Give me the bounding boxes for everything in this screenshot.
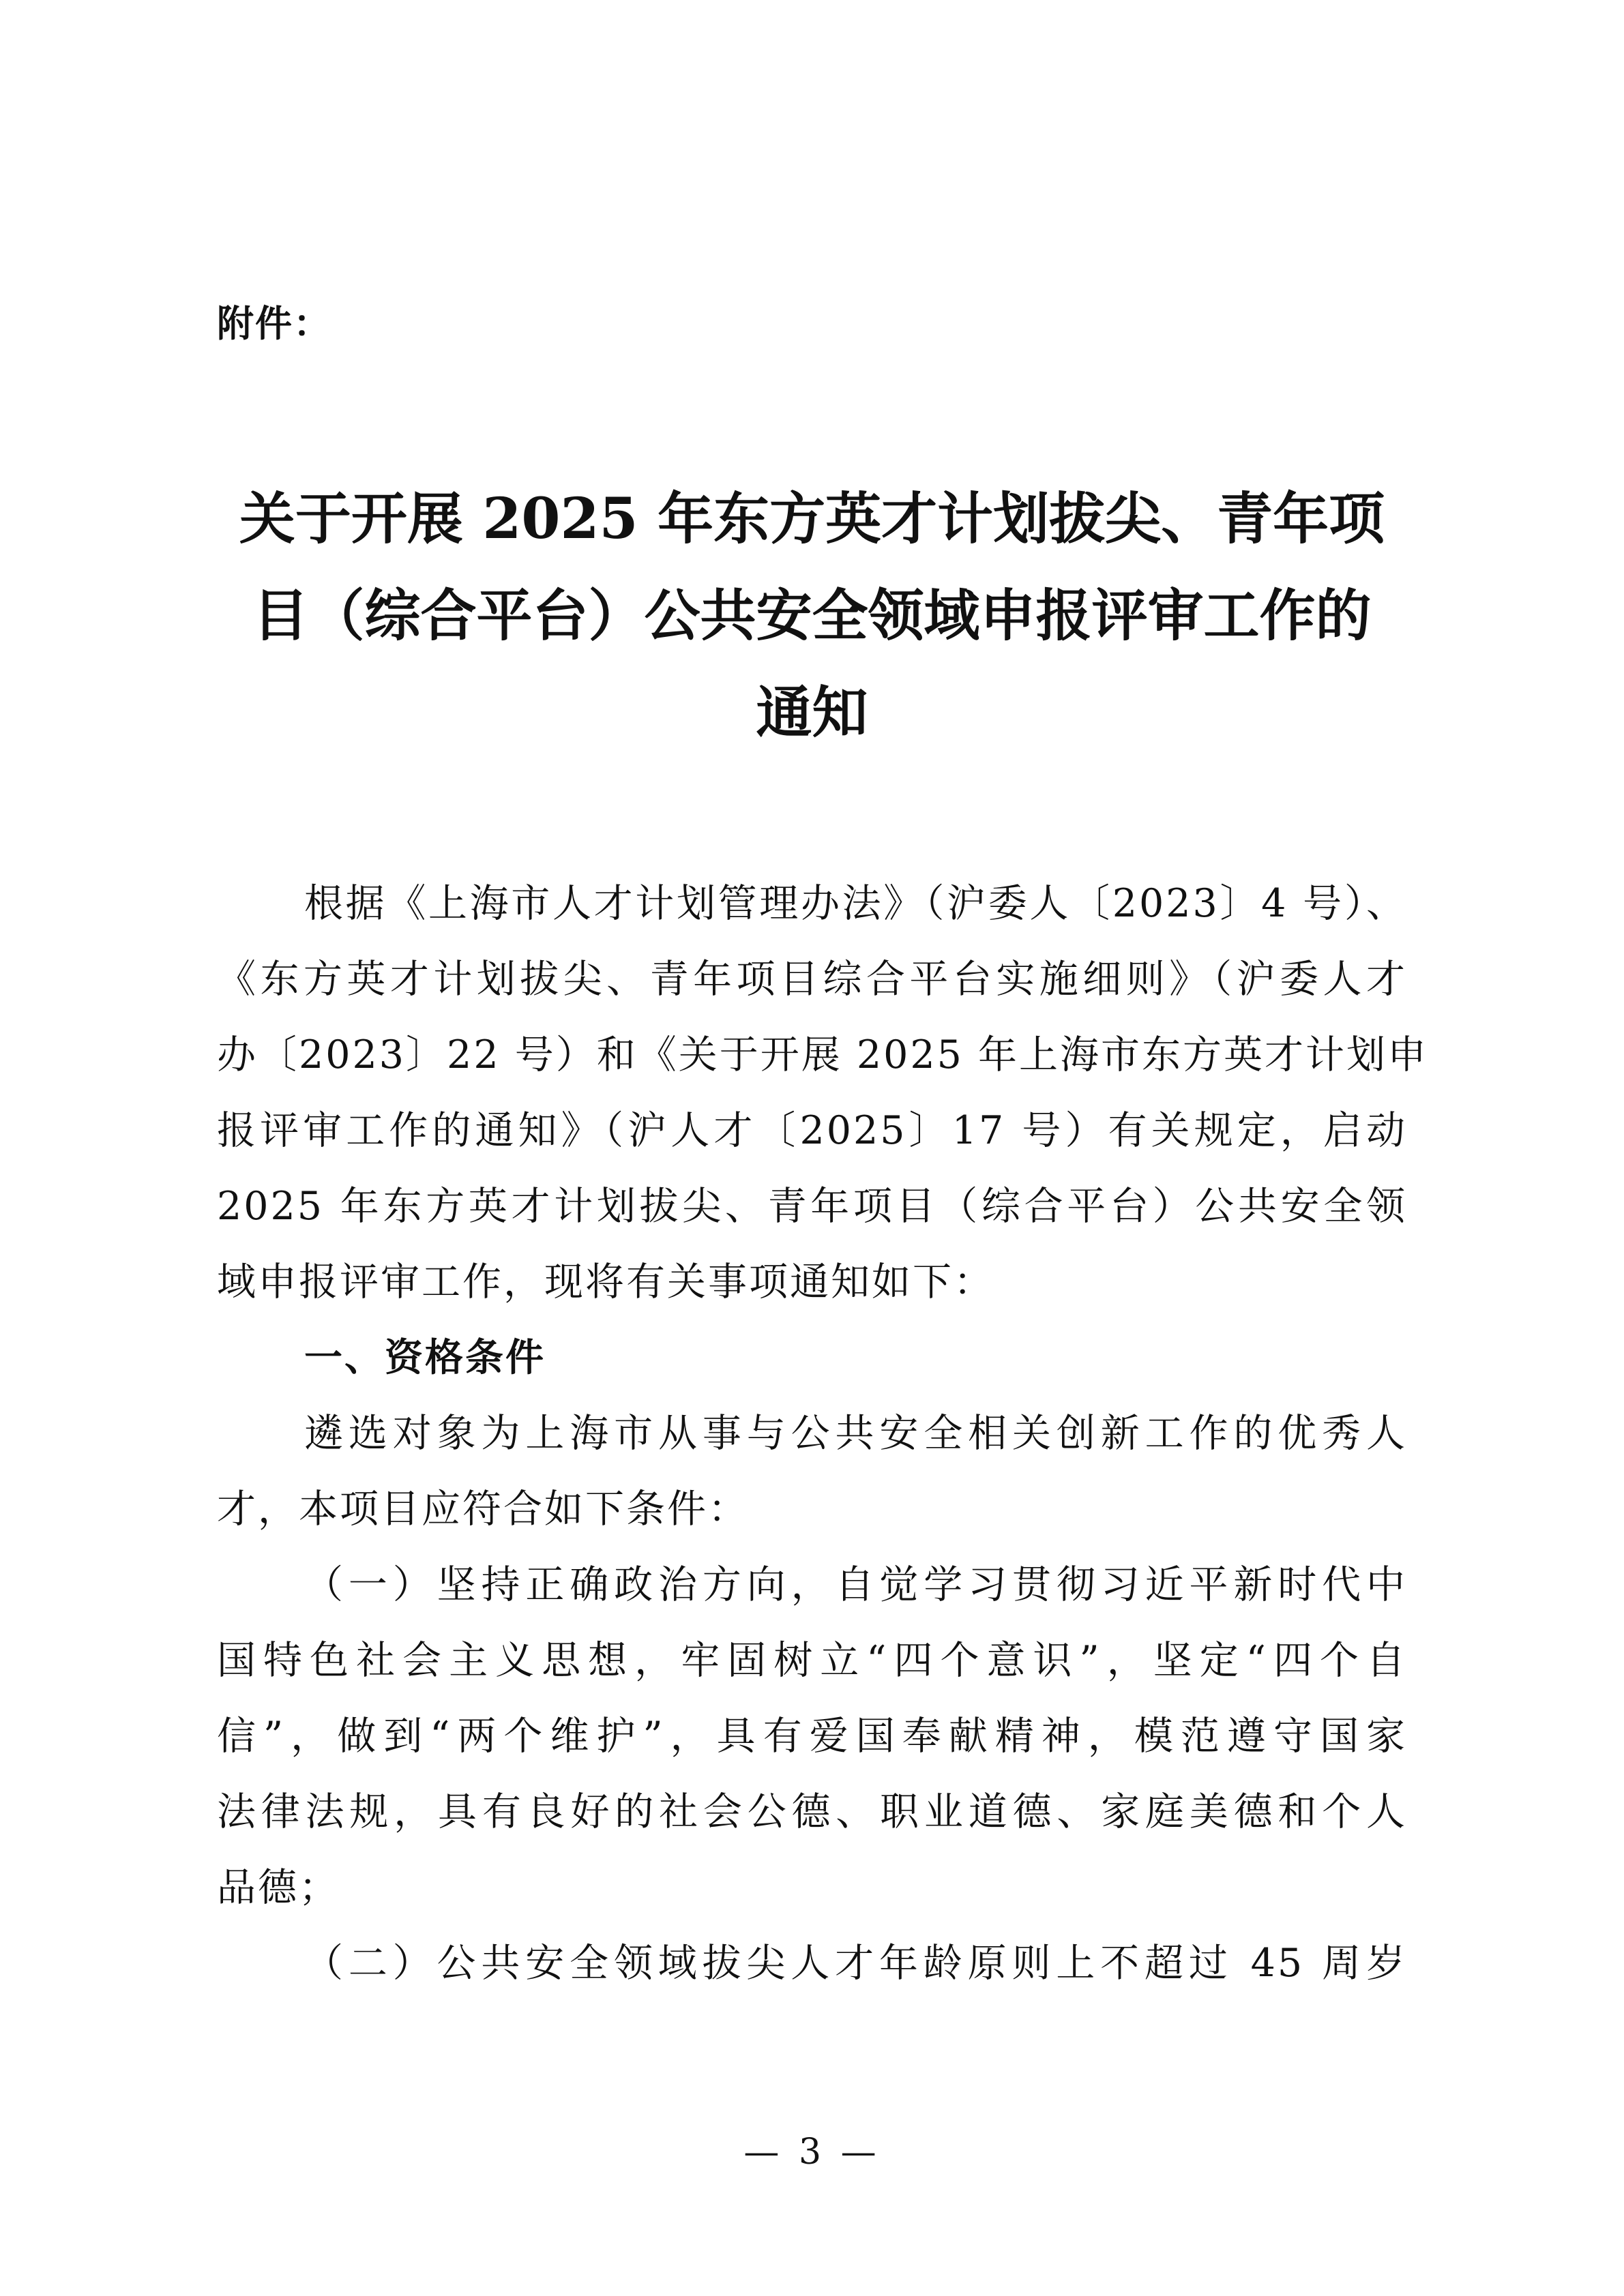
intro-line: 报评审工作的通知》（沪人才〔2025〕17 号）有关规定，启动: [217, 1108, 1407, 1153]
attachment-label: 附件：: [217, 302, 331, 345]
intro-line: 根据《上海市人才计划管理办法》（沪委人〔2023〕4 号）、: [304, 881, 1407, 926]
section1-line: 才，本项目应符合如下条件：: [217, 1487, 749, 1532]
section1-line: 遴选对象为上海市从事与公共安全相关创新工作的优秀人: [304, 1411, 1407, 1456]
item1-line: 国特色社会主义思想，牢固树立“四个意识”，坚定“四个自: [217, 1638, 1407, 1683]
document-title: [217, 471, 1407, 761]
body-text: [217, 866, 1429, 2001]
title-line-1: 关于开展 2025 年东方英才计划拔尖、青年项: [239, 486, 1385, 552]
item2-line: （二）公共安全领域拔尖人才年龄原则上不超过 45 周岁: [304, 1941, 1407, 1986]
title-line-2: 目（综合平台）公共安全领域申报评审工作的: [252, 583, 1372, 648]
intro-line: 2025 年东方英才计划拔尖、青年项目（综合平台）公共安全领: [217, 1184, 1407, 1229]
intro-line: 《东方英才计划拔尖、青年项目综合平台实施细则》（沪委人才: [217, 957, 1407, 1002]
item1-line: 品德；: [217, 1865, 340, 1910]
page-number: — 3 —: [743, 2132, 881, 2173]
title-line-3: 通知: [756, 680, 868, 745]
intro-line: 域申报评审工作，现将有关事项通知如下：: [217, 1259, 994, 1304]
intro-line: 办〔2023〕22 号）和《关于开展 2025 年上海市东方英才计划申: [217, 1032, 1429, 1077]
section-heading: 一、资格条件: [304, 1336, 546, 1380]
item1-line: 法律法规，具有良好的社会公德、职业道德、家庭美德和个人: [217, 1789, 1407, 1834]
item1-line: （一）坚持正确政治方向，自觉学习贯彻习近平新时代中: [304, 1562, 1407, 1607]
item1-line: 信”，做到“两个维护”，具有爱国奉献精神，模范遵守国家: [217, 1714, 1407, 1759]
